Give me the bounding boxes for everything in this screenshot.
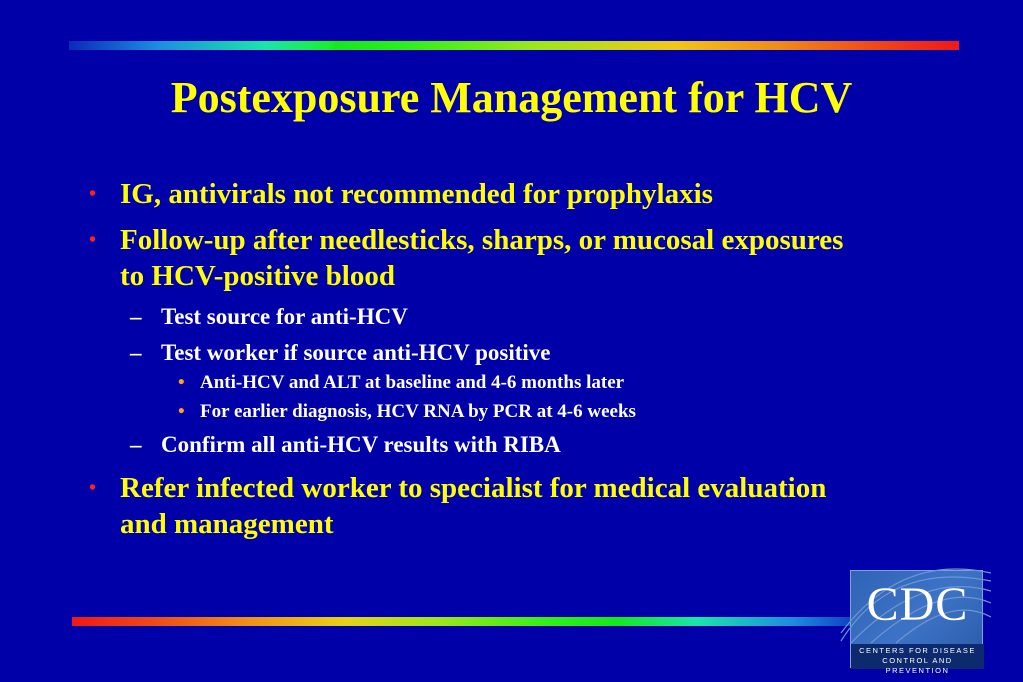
bullet-text: Refer infected worker to specialist for medical evaluation and management: [120, 472, 827, 540]
logo-subtitle-line2: CONTROL AND PREVENTION: [882, 656, 953, 675]
bullet-text: Follow-up after needlesticks, sharps, or mucosal exposures to HCV-positive blood: [120, 224, 844, 292]
logo-subtitle-band: [851, 644, 984, 675]
sub-sub-bullet-marker: •: [178, 401, 185, 422]
sub-bullet-text: Test worker if source anti-HCV positive: [161, 340, 551, 365]
bullet-text: IG, antivirals not recommended for prophylaxis: [120, 178, 713, 210]
cdc-logo: [850, 570, 983, 675]
bottom-gradient-rule: [72, 617, 872, 626]
bullet-marker: •: [89, 229, 97, 251]
sub-bullet-text: Test source for anti-HCV: [161, 304, 408, 329]
slide-title: Postexposure Management for HCV: [170, 73, 853, 122]
bullet-item: [86, 470, 866, 542]
bullet-marker: •: [89, 477, 97, 499]
sub-sub-bullet-item: [86, 370, 866, 395]
sub-bullet-marker: –: [130, 340, 142, 365]
bullet-list: [86, 176, 866, 552]
sub-bullet-text: Confirm all anti-HCV results with RIBA: [161, 432, 561, 457]
logo-subtitle-line1: CENTERS FOR DISEASE: [859, 646, 976, 655]
sub-bullet-item: [86, 430, 866, 460]
sub-sub-bullet-text: Anti-HCV and ALT at baseline and 4-6 months later: [200, 372, 625, 393]
top-gradient-rule: [69, 41, 959, 50]
sub-bullet-item: [86, 338, 866, 368]
sub-sub-bullet-item: [86, 399, 866, 424]
sub-bullet-marker: –: [130, 432, 142, 457]
logo-wordmark: CDC: [866, 578, 969, 631]
sub-bullet-marker: –: [130, 304, 142, 329]
bullet-item: [86, 176, 866, 212]
sub-bullet-item: [86, 302, 866, 332]
bullet-marker: •: [89, 183, 97, 205]
sub-sub-bullet-text: For earlier diagnosis, HCV RNA by PCR at 4-6 weeks: [200, 401, 636, 422]
sub-sub-bullet-marker: •: [178, 372, 185, 393]
bullet-item: [86, 222, 866, 294]
